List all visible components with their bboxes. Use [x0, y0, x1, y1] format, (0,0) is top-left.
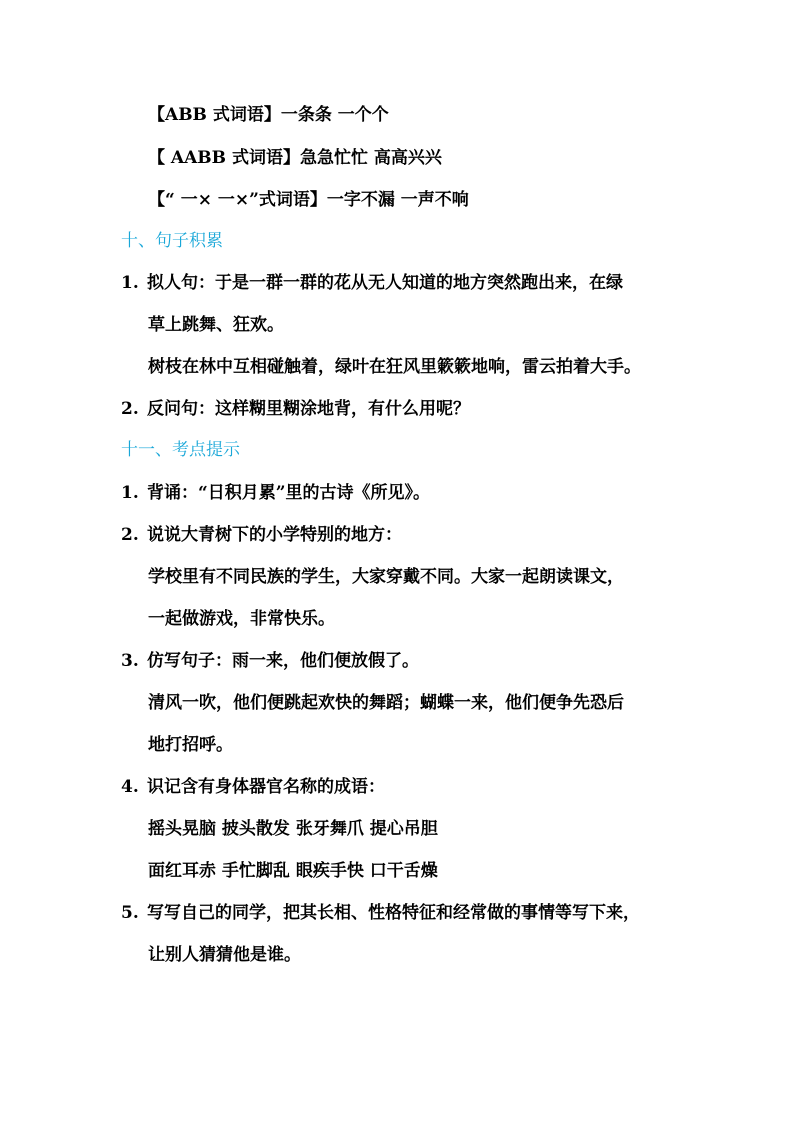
section-10-heading: 十、句子积累	[121, 231, 223, 251]
item-number: 2.	[121, 399, 139, 419]
section-11-item-3-line-3: 地打招呼。	[148, 735, 233, 755]
item-number: 4.	[121, 777, 139, 797]
section-11-item-2-line-3: 一起做游戏，非常快乐。	[148, 609, 335, 629]
item-text: 识记含有身体器官名称的成语：	[147, 777, 385, 797]
item-text: 反问句：这样糊里糊涂地背，有什么用呢？	[147, 399, 470, 419]
section-11-heading: 十一、考点提示	[121, 440, 240, 460]
section-11-item-3	[121, 649, 419, 673]
section-10-item-1-line-3: 树枝在林中互相碰触着，绿叶在狂风里簌簌地响，雷云拍着大手。	[148, 357, 641, 377]
item-text: 背诵：“日积月累”里的古诗《所见》。	[147, 483, 431, 503]
section-11-item-2-line-2: 学校里有不同民族的学生，大家穿戴不同。大家一起朗读课文，	[148, 567, 624, 587]
item-number: 5.	[121, 903, 139, 923]
item-text: 仿写句子：雨一来，他们便放假了。	[147, 651, 419, 671]
item-number: 1.	[121, 483, 139, 503]
section-11-item-1	[121, 481, 430, 505]
item-text: 说说大青树下的小学特别的地方：	[147, 525, 402, 545]
section-11-item-2	[121, 523, 402, 547]
section-11-item-5	[121, 901, 640, 925]
section-11-item-5-line-2: 让别人猜猜他是谁。	[148, 945, 301, 965]
abb-words-line: 【ABB 式词语】一条条 一个个	[148, 105, 389, 125]
section-10-item-2	[121, 397, 470, 421]
section-11-item-4-line-3: 面红耳赤 手忙脚乱 眼疾手快 口干舌燥	[148, 861, 438, 881]
yi-yi-words-line: 【“ 一× 一×”式词语】一字不漏 一声不响	[148, 190, 469, 210]
section-11-item-4-line-2: 摇头晃脑 披头散发 张牙舞爪 提心吊胆	[148, 819, 438, 839]
item-number: 1.	[121, 273, 139, 293]
section-10-item-1	[121, 271, 623, 295]
item-text: 写写自己的同学，把其长相、性格特征和经常做的事情等写下来，	[147, 903, 640, 923]
item-text: 拟人句：于是一群一群的花从无人知道的地方突然跑出来，在绿	[147, 273, 623, 293]
section-11-item-4	[121, 775, 385, 799]
item-number: 2.	[121, 525, 139, 545]
section-11-item-3-line-2: 清风一吹，他们便跳起欢快的舞蹈；蝴蝶一来，他们便争先恐后	[148, 693, 624, 713]
item-number: 3.	[121, 651, 139, 671]
aabb-words-line: 【 AABB 式词语】急急忙忙 高高兴兴	[148, 148, 442, 168]
section-10-item-1-line-2: 草上跳舞、狂欢。	[148, 315, 284, 335]
